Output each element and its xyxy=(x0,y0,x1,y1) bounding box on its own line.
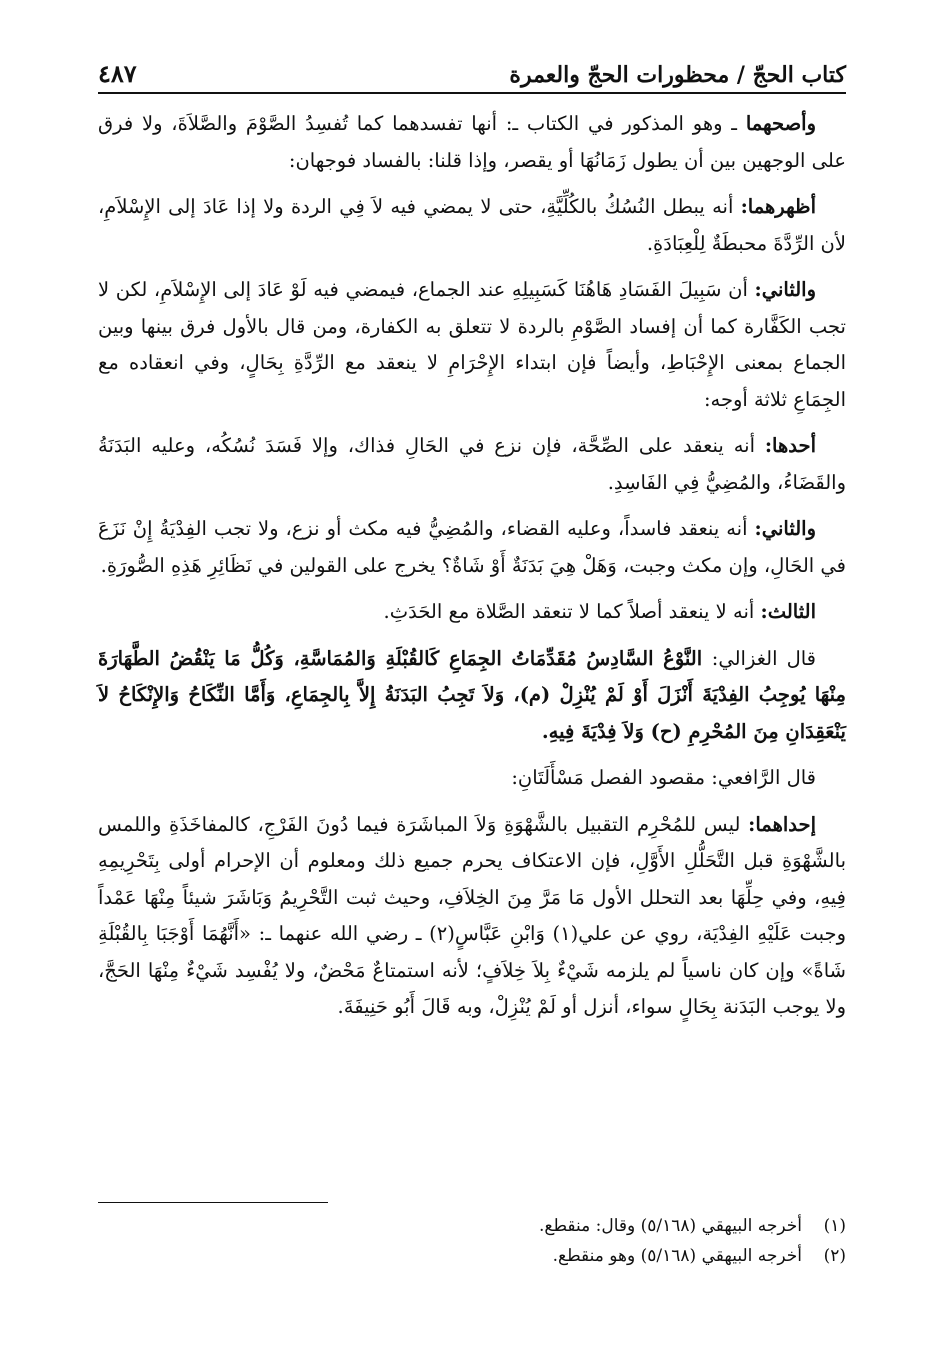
paragraph-lead: الثالث: xyxy=(760,600,816,623)
book-page xyxy=(98,40,846,1036)
paragraph-text: أنه يبطل النُسُكُ بالكُلِّيَّةِ، حتى لا يمضي فيه لاَ فِي الردة ولا إذا عَادَ إلى الإِسْلاَمِ، لأن الرِّدَّةَ محبطَةٌ لِلْعِبَادَةِ. xyxy=(98,195,846,255)
footnote xyxy=(98,1241,846,1271)
footnote-text: أخرجه البيهقي (٥/١٦٨) وهو منقطع. xyxy=(552,1246,802,1266)
paragraph-lead: أحدها: xyxy=(764,434,816,457)
paragraph-lead: والثاني: xyxy=(754,278,816,301)
footnote-separator xyxy=(98,1202,328,1203)
paragraph-text: أن سَبِيلَ الفَسَادِ هَاهُنَا كَسَبِيلِهِ عند الجماع، فيمضي فيه لَوْ عَادَ إلى الإِسْلاَمِ، لكن لا تجب الكَفَّارة كما أن إفساد الصَّوْمِ بالردة لا تتعلق به الكفارة، ومن قال بالأول فرق بينها وبين الجماع بمعنى الإِحْبَاطِ، وأيضاً فإن ابتداء الإِحْرَامِ لا ينعقد مع الرِّدَّةِ بِحَالٍ، وفي انعقاده مع الجِمَاعِ ثلاثة أوجه: xyxy=(98,278,846,411)
footnote-text: أخرجه البيهقي (٥/١٦٨) وقال: منقطع. xyxy=(539,1216,802,1236)
paragraph-text: أنه لا ينعقد أصلاً كما لا تنعقد الصَّلاة مع الحَدَثِ. xyxy=(383,600,761,623)
paragraph xyxy=(98,106,846,179)
paragraph xyxy=(98,641,846,751)
paragraph xyxy=(98,189,846,262)
paragraph-text: أنه ينعقد فاسداً، وعليه القضاء، والمُضِيُّ فيه مكث أو نزع، ولا تجب الفِدْيَةُ إِنْ نَزَعَ في الحَالِ، وإن مكث وجبت، وَهَلْ هِيَ بَدَنَةٌ أَوْ شَاةٌ؟ يخرج على القولين في نَظَائِرِ هَذِهِ الصُّورَةِ. xyxy=(98,517,846,577)
paragraph-lead: والثاني: xyxy=(754,517,816,540)
footnote-number: (١) xyxy=(823,1216,846,1236)
paragraph-lead: قال الغزالي: xyxy=(711,646,817,670)
paragraph-text: ليس للمُحْرِم التقبيل بالشَّهْوَةِ وَلاَ المباشَرَة فيما دُونَ الفَرْجِ، كالمفاخَذَةِ واللمس بالشَّهْوَةِ قبل التَّحَلُّلِ الأَوَّلِ، فإن الاعتكاف يحرم جميع ذلك ومعلوم أن الإحرام أولى بِتَحْرِيمِهِ فِيهِ، وفي حِلِّهَا بعد التحلل الأول مَا مَرَّ مِنَ الخِلاَفِ، وحيث ثبت التَّحْرِيمُ وَبَاشَرَ شيئاً مِنْهَا عَمْداً وجبت عَلَيْهِ الفِدْيَة، روي عن علي(١) وَابْنِ عَبَّاسٍ(٢) ـ رضي الله عنهما ـ: «أَنَّهُمَا أَوْجَبَا بِالقُبْلَةِ شَاةً» وإن كان ناسياً لم يلزمه شَيْءٌ بِلاَ خِلاَفٍ؛ لأنه استمتاعٌ مَحْضٌ، ولا يُفْسِد شَيْءٌ مِنْهَا الحَجَّ، ولا يوجب البَدَنة بِحَالٍ سواء، أنزل أو لَمْ يُنْزِلْ، وبه قَالَ أَبُو حَنِيفَةَ. xyxy=(98,812,847,1018)
paragraph-lead: وأصحهما xyxy=(745,112,816,135)
paragraph xyxy=(98,511,846,584)
footnote-area xyxy=(98,1202,846,1271)
page-number: ٤٨٧ xyxy=(98,59,137,88)
footnotes xyxy=(98,1211,846,1271)
paragraph-lead: إحداهما: xyxy=(748,812,816,836)
paragraph xyxy=(98,428,846,501)
main-text xyxy=(98,106,846,1026)
paragraph-text: النَّوْعُ السَّادِسُ مُقَدِّمَاتُ الجِمَاعِ كَالقُبْلَةِ وَالمُمَاسَّةِ، وَكُلُّ مَا يَنْقُضُ الطَّهَارَةَ مِنْهَا يُوجِبُ الفِدْيَةَ أَنْزَلَ أَوْ لَمْ يُنْزِلْ (م)، وَلاَ تَجِبُ البَدَنَةُ إِلاَّ بِالجِمَاعِ، وَأَمَّا النِّكَاحُ وَالإِنْكَاحُ لاَ يَنْعَقِدَانِ مِنَ المُحْرِمِ (ح) وَلاَ فِدْيَةَ فِيهِ. xyxy=(98,646,846,743)
paragraph xyxy=(98,594,846,631)
chapter-title: كتاب الحجّ / محظورات الحجّ والعمرة xyxy=(509,62,846,88)
paragraph xyxy=(98,272,846,418)
paragraph-text: ـ وهو المذكور في الكتاب ـ: أنها تفسدهما كما تُفسِدُ الصَّوْمَ والصَّلاَةَ، ولا فرق على الوجهين بين أن يطول زَمَانُهَا أو يقصر، وإذا قلنا: بالفساد فوجهان: xyxy=(98,112,846,172)
paragraph-text: أنه ينعقد على الصِّحَّة، فإن نزع في الحَالِ فذاك، وإلا فَسَدَ نُسُكُه، وعليه البَدَنَةُ والقَضَاءُ، والمُضِيُّ فِي الفَاسِدِ. xyxy=(98,434,846,494)
paragraph-lead: أظهرهما: xyxy=(740,195,816,218)
paragraph xyxy=(98,807,846,1026)
paragraph-text: مقصود الفصل مَسْأَلَتَانِ: xyxy=(511,766,712,789)
footnote xyxy=(98,1211,846,1241)
running-header xyxy=(98,40,846,94)
paragraph xyxy=(98,760,846,797)
footnote-number: (٢) xyxy=(823,1246,846,1266)
paragraph-lead: قال الرَّافعي: xyxy=(711,766,816,789)
